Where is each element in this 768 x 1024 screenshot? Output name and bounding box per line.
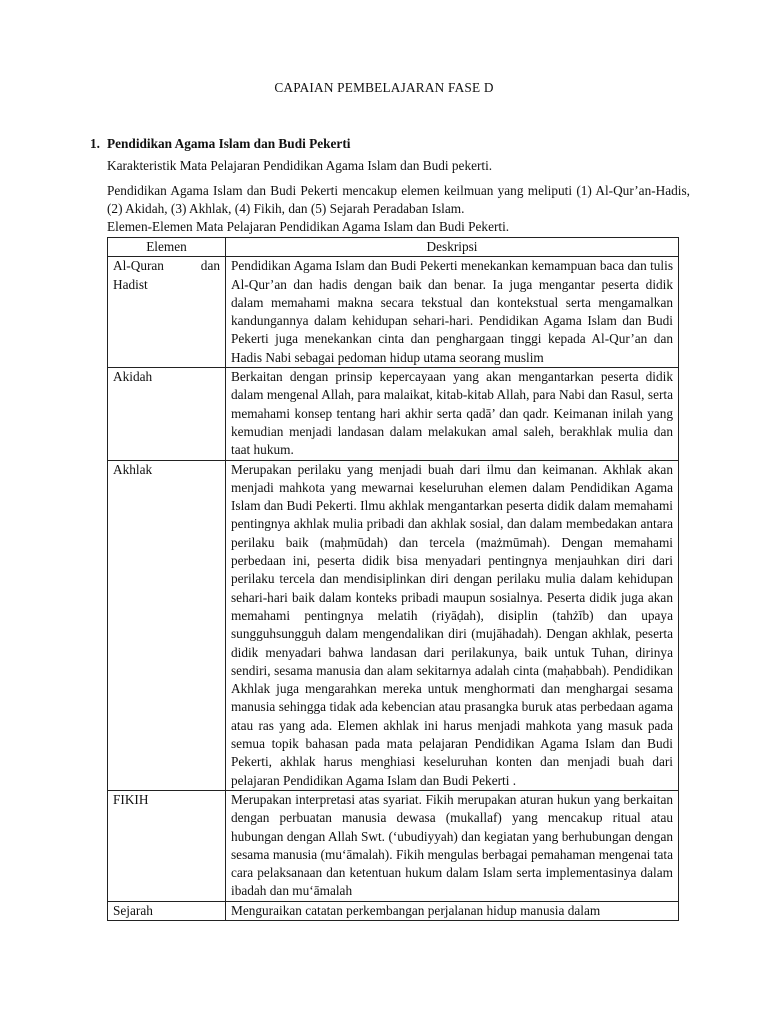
table-row bbox=[108, 257, 679, 368]
table-row bbox=[108, 901, 679, 920]
header-elemen: Elemen bbox=[108, 238, 226, 257]
table-row bbox=[108, 368, 679, 460]
elemen-cell: Akhlak bbox=[108, 460, 226, 790]
deskripsi-cell: Berkaitan dengan prinsip kepercayaan yang akan mengantarkan peserta didik dalam mengenal Allah, para malaikat, kitab-kitab Allah, para Nabi dan Rasul, serta memahami konsep tentang hari akhir serta qadā’ dan qadr. Keimanan inilah yang kemudian menjadi landasan dalam melakukan amal saleh, berakhlak mulia dan taat hukum. bbox=[226, 368, 679, 460]
elemen-cell: FIKIH bbox=[108, 790, 226, 901]
header-deskripsi: Deskripsi bbox=[226, 238, 679, 257]
deskripsi-cell: Merupakan interpretasi atas syariat. Fikih merupakan aturan hukun yang berkaitan dengan perbuatan manusia dewasa (mukallaf) yang mencakup ritual atau hubungan dengan Allah Swt. (‘ubudiyyah) dan kegiatan yang berhubungan dengan sesama manusia (mu‘āmalah). Fikih mengulas berbagai pemahaman mengenai tata cara pelaksanaan dan ketentuan hukum dalam Islam serta implementasinya dalam ibadah dan mu‘āmalah bbox=[226, 790, 679, 901]
section-heading-text: Pendidikan Agama Islam dan Budi Pekerti bbox=[107, 136, 351, 151]
section-number: 1. bbox=[90, 136, 100, 151]
paragraph-karakteristik: Karakteristik Mata Pelajaran Pendidikan Agama Islam dan Budi pekerti. bbox=[107, 158, 493, 174]
deskripsi-text: Menguraikan catatan perkembangan perjalanan hidup manusia dalam bbox=[231, 902, 601, 918]
elemen-cell: Al-Quran dan Hadist bbox=[108, 257, 226, 368]
elemen-table bbox=[107, 237, 679, 921]
deskripsi-cell: Merupakan perilaku yang menjadi buah dari ilmu dan keimanan. Akhlak akan menjadi mahkota yang mewarnai keseluruhan elemen dalam Pendidikan Agama Islam dan Budi Pekerti. Ilmu akhlak mengantarkan peserta didik dalam memahami pentingnya akhlak mulia pribadi dan akhlak sosial, dan dalam membedakan antara perilaku baik (maḥmūdah) dan tercela (mażmūmah). Dengan memahami perbedaan ini, peserta didik bisa menyadari pentingnya menjauhkan diri dari perilaku tercela dan mendisiplinkan diri dengan perilaku mulia dalam kehidupan sehari-hari baik dalam konteks pribadi maupun sosialnya. Peserta didik juga akan memahami pentingnya melatih (riyāḍah), disiplin (tahżīb) dan upaya sungguhsungguh dalam mengendalikan diri (mujāhadah). Dengan akhlak, peserta didik menyadari bahwa landasan dari perilakunya, baik untuk Tuhan, dirinya sendiri, sesama manusia dan alam sekitarnya adalah cinta (maḥabbah). Pendidikan Akhlak juga mengarahkan mereka untuk menghormati dan menghargai sesama manusia sehingga tidak ada kebencian atau prasangka buruk atas perbedaan agama atau ras yang ada. Elemen akhlak ini harus menjadi mahkota yang masuk pada semua topik bahasan pada mata pelajaran Pendidikan Agama Islam dan Budi Pekerti, akhlak harus menghiasi keseluruhan konten dan menjadi buah dari pelajaran Pendidikan Agama Islam dan Budi Pekerti . bbox=[226, 460, 679, 790]
elemen-cell: Sejarah bbox=[108, 901, 226, 920]
section-heading bbox=[90, 135, 690, 153]
deskripsi-cell: Pendidikan Agama Islam dan Budi Pekerti menekankan kemampuan baca dan tulis Al-Qur’an dan hadis dengan baik dan benar. Ia juga mengantar peserta didik dalam memahami makna secara tekstual dan kontekstual serta mengamalkan kandungannya dalam kehidupan sehari-hari. Pendidikan Agama Islam dan Budi Pekerti juga menekankan cinta dan penghargaan tinggi kepada Al-Qur’an dan Hadis Nabi sebagai pedoman hidup utama seorang muslim bbox=[226, 257, 679, 368]
table-row bbox=[108, 460, 679, 790]
table-header-row bbox=[108, 238, 679, 257]
page-title: CAPAIAN PEMBELAJARAN FASE D bbox=[274, 80, 494, 95]
table-row bbox=[108, 790, 679, 901]
section-pai bbox=[90, 135, 690, 236]
elemen-cell: Akidah bbox=[108, 368, 226, 460]
deskripsi-cell bbox=[226, 901, 679, 920]
paragraph-elemen-keilmuan: Pendidikan Agama Islam dan Budi Pekerti mencakup elemen keilmuan yang meliputi (1) Al-Qur’an-Hadis, (2) Akidah, (3) Akhlak, (4) Fikih, dan (5) Sejarah Peradaban Islam. bbox=[107, 182, 690, 216]
paragraph-elemen-elemen: Elemen-Elemen Mata Pelajaran Pendidikan Agama Islam dan Budi Pekerti. bbox=[107, 219, 510, 235]
